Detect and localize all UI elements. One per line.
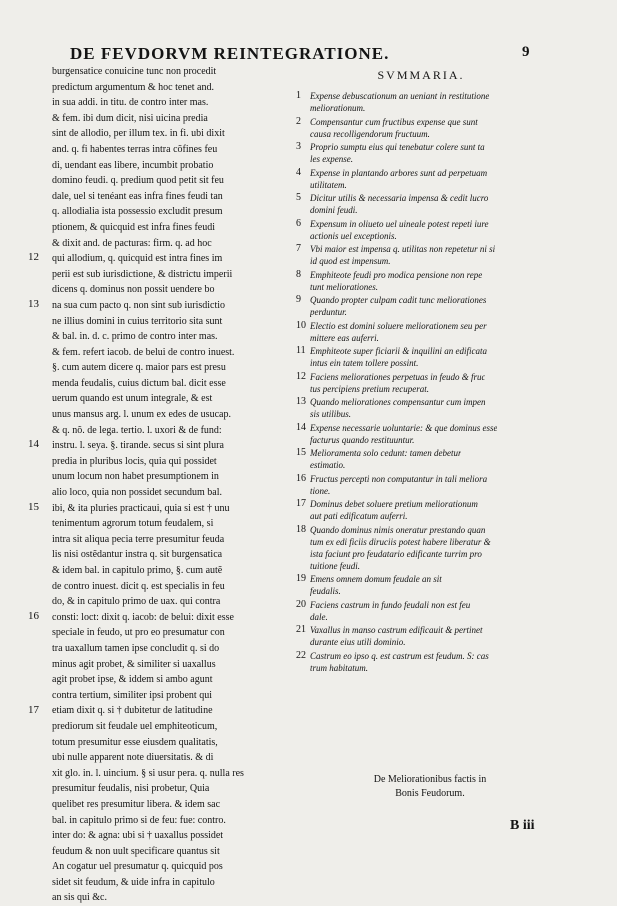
summaria-item-line: Dominus debet soluere pretium meliorationum — [310, 499, 478, 509]
summaria-item-text — [310, 294, 486, 318]
summaria-item-text — [310, 320, 487, 344]
summaria-item-text — [310, 167, 487, 191]
summaria-item-line: Melioramenta solo cedunt: tamen debetur — [310, 448, 462, 458]
running-head: DE FEVDORVM REINTEGRATIONE. — [70, 44, 390, 63]
summaria-item-number: 7 — [296, 243, 301, 254]
summaria-item — [296, 141, 546, 165]
section-title — [340, 773, 520, 801]
summaria-item-number: 3 — [296, 141, 301, 152]
text-line: tra uaxallum tamen ipse concludit q. si do — [52, 642, 220, 654]
text-line: an sis qui &c. — [52, 892, 107, 904]
summaria-item-text — [310, 116, 478, 140]
section-title-line: De Meliorationibus factis in — [373, 774, 487, 785]
text-line: predictum argumentum & hoc tenet and. — [52, 81, 214, 93]
summaria-item-text — [310, 447, 461, 471]
summaria-item-line: Expense debuscationum an ueniant in restitutione — [310, 91, 490, 101]
text-line: contra tertium, similiter ipsi probent qui — [52, 689, 212, 701]
summaria-item-line: utilitatem. — [310, 179, 347, 190]
text-line: & fem. refert iacob. de belui de contro inuest. — [52, 346, 235, 358]
summaria-item-number: 2 — [296, 115, 301, 127]
summaria-item-number: 8 — [296, 268, 301, 280]
summaria-item-number: 21 — [296, 624, 306, 635]
text-line: minus agit probet, & similiter si uaxallus — [52, 658, 216, 670]
text-line: do, & in capitulo primo de uax. qui contra — [52, 596, 221, 608]
summaria-item-line: Vaxallus in manso castrum edificauit & pertinet — [310, 625, 483, 635]
text-line: ubi nulle apparent note diuersitatis. & di — [52, 752, 214, 764]
summaria-item-line: Quando propter culpam cadit tunc meliorationes — [310, 295, 487, 305]
summaria-item-line: dale. — [310, 611, 328, 622]
text-line: na sua cum pacto q. non sint sub iurisdictio — [52, 299, 226, 311]
summaria-item-number: 20 — [296, 598, 306, 610]
summaria-item-line: intus ein tatem tollere possint. — [310, 358, 419, 368]
section-title-line: Bonis Feudorum. — [395, 788, 465, 799]
folio-number: 9 — [522, 44, 530, 60]
summaria-item-text — [310, 473, 487, 497]
text-line: & idem bal. in capitulo primo, §. cum autẽ — [52, 565, 223, 576]
summaria-item-text — [310, 90, 489, 114]
summaria-item-text — [310, 524, 491, 572]
text-line: dicens q. dominus non possit uendere bo — [52, 284, 215, 296]
summaria-item — [296, 624, 546, 648]
summaria-item-line: perduntur. — [310, 307, 347, 317]
summaria-item-line: tum ex edi ficiis diruciis potest habere liberatur & — [310, 536, 491, 547]
text-line: §. cum autem dicere q. maior pars est presu — [52, 362, 226, 374]
text-line: etiam dixit q. si † dubitetur de latitudine — [52, 705, 213, 717]
text-line: quelibet res presumitur libera. & idem sac — [52, 798, 221, 810]
summaria-item-line: meliorationum. — [310, 103, 366, 113]
summaria-item-text — [310, 422, 497, 446]
summaria-item-line: Expensum in oliueto uel uineale potest repeti iure — [310, 218, 489, 229]
text-line: q. allodialia ista possessio excludit presum — [52, 206, 223, 218]
summaria-item-line: Emphiteote feudi pro modica pensione non repe — [310, 269, 483, 280]
summaria-item — [296, 192, 546, 216]
margin-note-number: 14 — [28, 438, 39, 451]
summaria-item-number: 14 — [296, 421, 306, 433]
summaria-item — [296, 524, 546, 572]
summaria-item-number: 16 — [296, 472, 306, 484]
summaria-item-number: 17 — [296, 498, 306, 509]
text-line: presumitur feudalis, nisi probetur, Quia — [52, 783, 210, 795]
summaria-item — [296, 573, 546, 597]
summaria-item-number: 22 — [296, 649, 306, 661]
summaria-item-line: Proprio sumptu eius qui tenebatur colere sunt ta — [310, 142, 485, 152]
text-line: domino feudi. q. predium quod petit sit feu — [52, 175, 224, 187]
summaria-item — [296, 650, 546, 674]
summaria-item — [296, 599, 546, 623]
summaria-item-line: actionis uel exceptionis. — [310, 230, 397, 241]
summaria-item-line: feudalis. — [310, 586, 341, 596]
summaria-item — [296, 320, 546, 344]
summaria-item-number: 18 — [296, 523, 306, 535]
summaria-heading: SVMMARIA. — [377, 68, 465, 82]
summaria-item-line: Faciens meliorationes perpetuas in feudo & fruc — [310, 371, 486, 382]
summaria-item-line: tus percipiens pretium recuperat. — [310, 383, 429, 394]
summaria-item-number: 4 — [296, 166, 301, 178]
margin-note-number: 12 — [28, 251, 39, 264]
summaria-item-text — [310, 192, 488, 216]
margin-note-number: 16 — [28, 610, 39, 622]
text-line: ibi, & ita pluries practicaui, quia si est † unu — [52, 502, 230, 514]
summaria-item-line: aut pati edificatum auferri. — [310, 511, 408, 521]
summaria-item-line: durante eius utili dominio. — [310, 637, 406, 647]
text-line: perii est sub iurisdictione, & districtu imperii — [52, 268, 233, 280]
summaria-item-line: tione. — [310, 485, 331, 496]
summaria-item — [296, 422, 546, 446]
summaria-item — [296, 116, 546, 140]
text-line: instru. l. seya. §. tirande. secus si sint plura — [52, 440, 224, 452]
text-line: unus mansus arg. l. unum ex edes de usucap. — [52, 409, 231, 421]
summaria-item-line: trum habitatum. — [310, 662, 369, 673]
text-line: ptionem, & quicquid est infra fines feudi — [52, 221, 216, 233]
summaria-item-number: 10 — [296, 319, 306, 331]
summaria-item-text — [310, 624, 483, 648]
text-line: An cogatur uel presumatur q. quicquid pos — [52, 861, 223, 873]
text-line: bal. in capitulo primo si de feu: fue: contro. — [52, 814, 226, 826]
text-line: in sua addi. in titu. de contro inter mas. — [52, 97, 209, 109]
text-line: de contro inuest. dicit q. est specialis in feu — [52, 580, 225, 592]
text-line: & bal. in. d. c. primo de contro inter mas. — [52, 331, 218, 343]
text-line: consti: loct: dixit q. iacob: de belui: dixit esse — [52, 611, 234, 623]
summaria-item-text — [310, 498, 478, 522]
summaria-item-line: Quando dominus nimis oneratur prestando quan — [310, 524, 486, 535]
summaria-item-line: mittere eas auferri. — [310, 332, 379, 343]
summaria-item-number: 5 — [296, 192, 301, 203]
summaria-item — [296, 371, 546, 395]
summaria-item-line: sis utilibus. — [310, 409, 352, 419]
text-line: feudum & non uult specificare quantus sit — [52, 845, 220, 857]
text-line: lis nisi ostẽdantur instra q. sit burgensatica — [52, 549, 223, 561]
text-line: qui allodium, q. quicquid est intra fines im — [52, 253, 223, 265]
text-line: & dixit and. de pacturas: firm. q. ad hoc — [52, 237, 212, 249]
summaria-item — [296, 243, 546, 267]
summaria-item-line: Faciens castrum in fundo feudali non est feu — [310, 599, 471, 610]
text-line: totum presumitur esse eiusdem qualitatis, — [52, 736, 218, 748]
summaria-item — [296, 167, 546, 191]
margin-note-number: 17 — [28, 703, 39, 716]
summaria-item-line: Castrum eo ipso q. est castrum est feudum. S: cas — [310, 650, 489, 661]
summaria-item — [296, 218, 546, 242]
summaria-item-line: ista faciunt pro feudatario edificante turrim pro — [310, 548, 482, 559]
summaria-item-text — [310, 269, 482, 293]
summaria-item-text — [310, 141, 485, 165]
summaria-item — [296, 345, 546, 369]
summaria-item-line: Dicitur utilis & necessaria impensa & cedit lucro — [310, 193, 489, 203]
summaria-item-line: Compensantur cum fructibus expense que sunt — [310, 116, 478, 127]
text-line: inter do: & agna: ubi si † uaxallus possidet — [52, 830, 224, 842]
summaria-item-number: 15 — [296, 447, 306, 458]
summaria-item-line: tuitione feudi. — [310, 560, 360, 571]
text-line: & q. nõ. de lega. tertio. l. uxori & de fund: — [52, 424, 222, 436]
summaria-item-line: Expense in plantando arbores sunt ad perpetuam — [310, 167, 488, 178]
summaria-item — [296, 473, 546, 497]
summaria-item-number: 13 — [296, 396, 306, 407]
summaria-item-line: id quod est impensum. — [310, 256, 391, 266]
margin-note-number: 13 — [28, 298, 39, 310]
summaria-list — [296, 90, 546, 674]
text-line: ne illius domini in cuius territorio sita sunt — [52, 315, 223, 327]
summaria-item-text — [310, 243, 495, 267]
text-line: & fem. ibi dum dicit, nisi uicina predia — [52, 112, 208, 124]
summaria-item — [296, 294, 546, 318]
summaria-item-line: Quando meliorationes compensantur cum impen — [310, 397, 486, 407]
text-line: uerum quando est unum integrale, & est — [52, 393, 213, 405]
summaria-item-text — [310, 599, 470, 623]
summaria-item-text — [310, 573, 442, 597]
text-line: alio loco, quia non possidet secundum bal. — [52, 487, 222, 499]
text-line: dale, uel si tenéant eas infra fines feudi tan — [52, 190, 223, 202]
summaria-item — [296, 90, 546, 114]
summaria-item-line: Expense necessarie uoluntarie: & que dominus esse — [310, 422, 498, 433]
summaria-item-line: domini feudi. — [310, 205, 358, 215]
summaria-item-line: Fructus percepti non computantur in tali meliora — [310, 473, 488, 484]
summaria-item-text — [310, 371, 485, 395]
text-line: agit probet ipse, & iddem si ambo agunt — [52, 674, 213, 686]
summaria-item-line: causa recolligendorum fructuum. — [310, 128, 430, 139]
summaria-item-text — [310, 345, 487, 369]
summaria-item-number: 9 — [296, 294, 301, 305]
summaria-item-number: 6 — [296, 217, 301, 229]
summaria-item-number: 19 — [296, 573, 306, 584]
summaria-item-line: facturus quando restituuntur. — [310, 434, 415, 445]
text-line: unum locum non habet presumptionem in — [52, 471, 219, 483]
text-line: speciale in feudo, ut pro eo presumatur con — [52, 627, 225, 639]
summaria-item-text — [310, 218, 489, 242]
summaria-item-line: Vbi maior est impensa q. utilitas non repetetur ni si — [310, 244, 496, 254]
summaria-item-text — [310, 650, 489, 674]
text-line: tenimentum agrorum totum feudalem, si — [52, 518, 214, 530]
summaria-item — [296, 396, 546, 420]
text-line: and. q. fi habentes terras intra cõfines feu — [52, 143, 218, 155]
text-line: burgensatice conuicine tunc non procedit — [52, 66, 217, 77]
summaria-item-line: estimatio. — [310, 460, 346, 470]
text-line: sidet sit feudum, & uide infra in capitulo — [52, 876, 215, 888]
margin-note-number: 15 — [28, 500, 39, 513]
summaria-column — [296, 64, 546, 675]
text-line: xit glo. in. l. uincium. § si usur pera. q. nulla res — [52, 767, 244, 779]
text-line: prediorum sit feudale uel emphiteoticum, — [52, 720, 218, 732]
summaria-item-line: Emens omnem domum feudale an sit — [310, 574, 442, 584]
summaria-item — [296, 269, 546, 293]
summaria-item-line: Emphiteote super ficiarii & inquilini an edificata — [310, 346, 487, 356]
text-line: predia in pluribus locis, quia qui possidet — [52, 455, 217, 467]
summaria-item-number: 1 — [296, 90, 301, 101]
text-line: sint de allodio, per illum tex. in fi. ubi dixit — [52, 128, 225, 140]
text-line: menda feudalis, cuius dictum bal. dicit esse — [52, 377, 226, 389]
summaria-item-text — [310, 396, 485, 420]
summaria-item-number: 12 — [296, 370, 306, 382]
summaria-item-number: 11 — [296, 345, 306, 356]
summaria-item-line: les expense. — [310, 154, 353, 164]
summaria-item — [296, 498, 546, 522]
signature-mark: B iii — [510, 818, 535, 833]
text-line: di, uendant eas libere, incumbit probatio — [52, 159, 214, 171]
summaria-item-line: Electio est domini soluere meliorationem seu per — [310, 320, 487, 331]
text-line: intra sit aliqua pecia terre presumitur feuda — [52, 533, 225, 545]
summaria-item — [296, 447, 546, 471]
summaria-item-line: tunt meliorationes. — [310, 281, 378, 292]
left-column-text — [52, 64, 284, 906]
